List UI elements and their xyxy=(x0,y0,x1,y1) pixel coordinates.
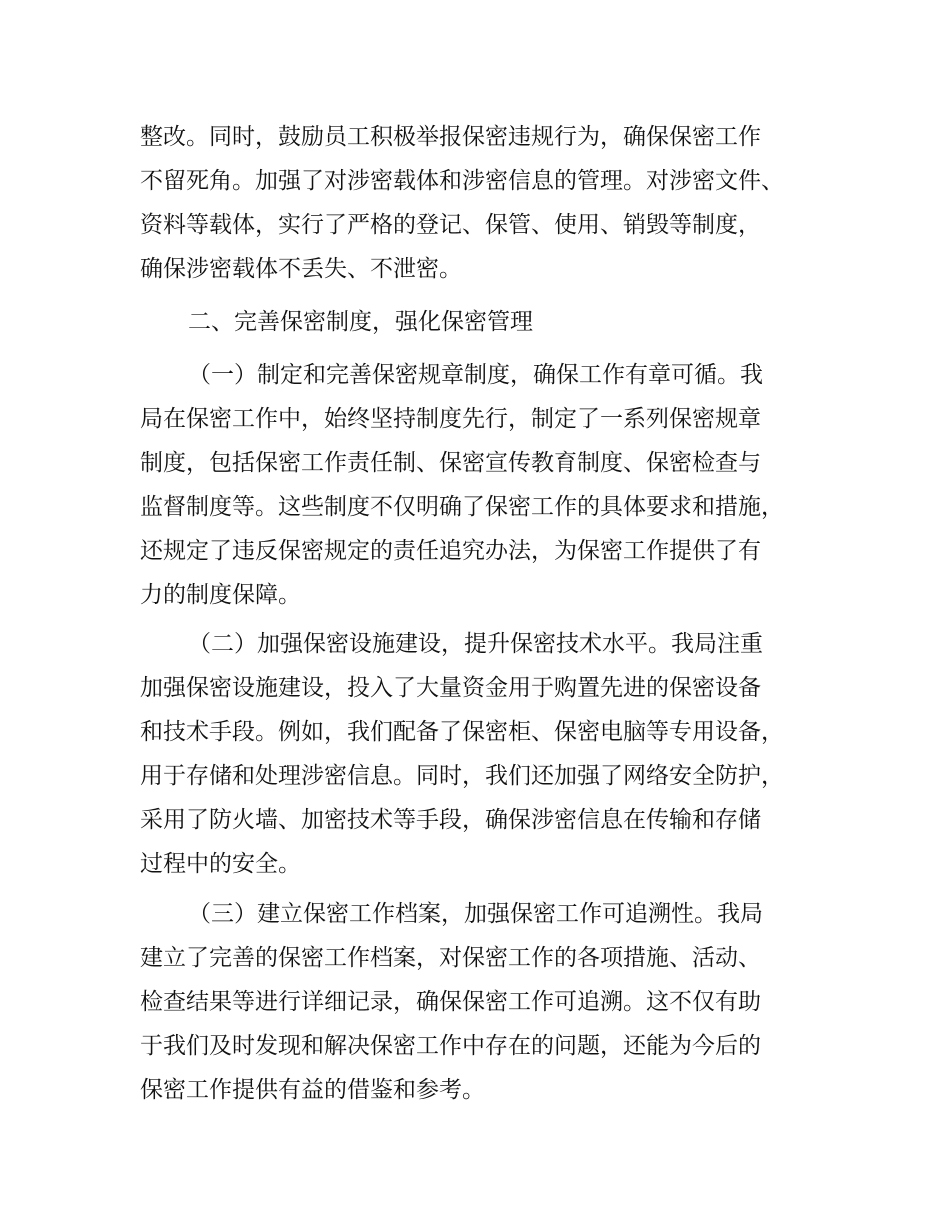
paragraph-first-line: （三）建立保密工作档案，加强保密工作可追溯性。我局 xyxy=(188,901,763,927)
body-text-line: 检查结果等进行详细记录，确保保密工作可追溯。这不仅有助 xyxy=(140,989,761,1015)
paragraph-first-line: （二）加强保密设施建设，提升保密技术水平。我局注重 xyxy=(188,631,763,657)
body-text-line: 局在保密工作中，始终坚持制度先行，制定了一系列保密规章 xyxy=(140,406,761,432)
body-text-line: 加强保密设施建设，投入了大量资金用于购置先进的保密设备 xyxy=(140,675,761,701)
body-text-line: 保密工作提供有益的借鉴和参考。 xyxy=(140,1077,485,1103)
body-text-line: 于我们及时发现和解决保密工作中存在的问题，还能为今后的 xyxy=(140,1033,761,1059)
paragraph-first-line: （一）制定和完善保密规章制度，确保工作有章可循。我 xyxy=(188,362,763,388)
body-text-line: 和技术手段。例如，我们配备了保密柜、保密电脑等专用设备， xyxy=(140,719,784,745)
body-text-line: 还规定了违反保密规定的责任追究办法，为保密工作提供了有 xyxy=(140,538,761,564)
section-heading: 二、完善保密制度，强化保密管理 xyxy=(188,309,533,335)
body-text-line: 过程中的安全。 xyxy=(140,851,301,877)
body-text-line: 资料等载体，实行了严格的登记、保管、使用、销毁等制度， xyxy=(140,212,761,238)
body-text-line: 建立了完善的保密工作档案，对保密工作的各项措施、活动、 xyxy=(140,945,761,971)
body-text-line: 确保涉密载体不丢失、不泄密。 xyxy=(140,256,462,282)
body-text-line: 整改。同时，鼓励员工积极举报保密违规行为，确保保密工作 xyxy=(140,124,761,150)
body-text-line: 制度，包括保密工作责任制、保密宣传教育制度、保密检查与 xyxy=(140,450,761,476)
body-text-line: 用于存储和处理涉密信息。同时，我们还加强了网络安全防护， xyxy=(140,763,784,789)
body-text-line: 监督制度等。这些制度不仅明确了保密工作的具体要求和措施， xyxy=(140,494,784,520)
body-text-line: 采用了防火墙、加密技术等手段，确保涉密信息在传输和存储 xyxy=(140,807,761,833)
body-text-line: 力的制度保障。 xyxy=(140,582,301,608)
body-text-line: 不留死角。加强了对涉密载体和涉密信息的管理。对涉密文件、 xyxy=(140,168,784,194)
